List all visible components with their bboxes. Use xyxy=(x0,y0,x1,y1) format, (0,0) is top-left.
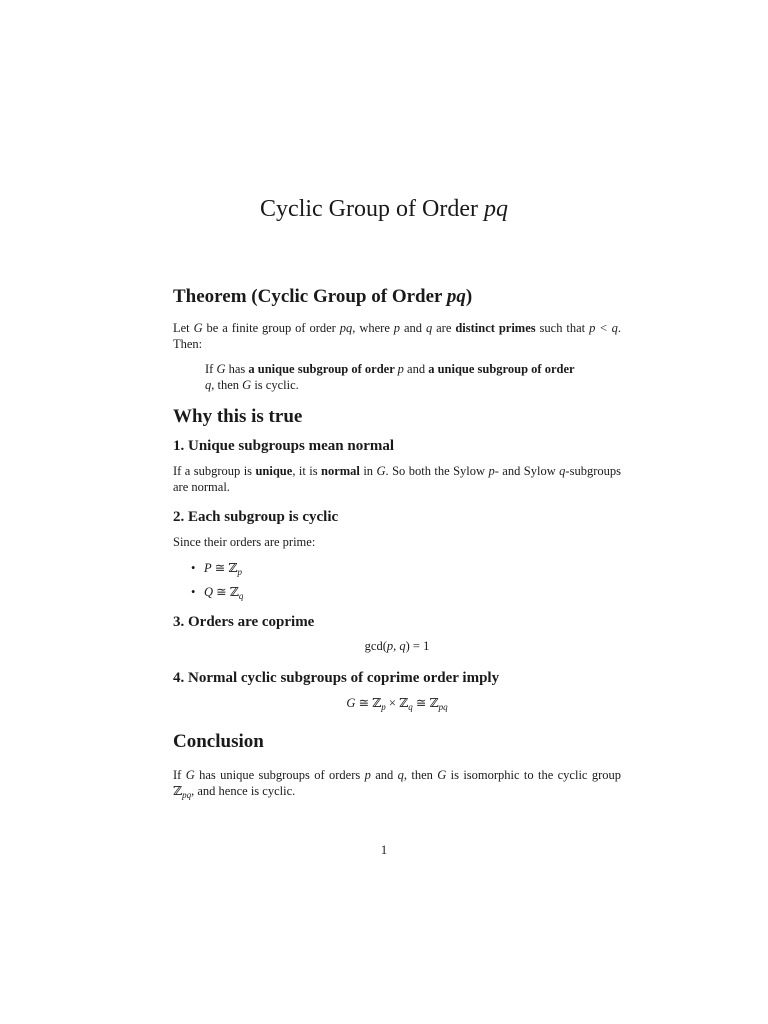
conclusion-fragment: has unique subgroups of orders xyxy=(194,768,365,782)
bullet-icon: • xyxy=(191,561,196,575)
bullet-rel: ≅ xyxy=(211,561,229,575)
theorem-heading-text: Theorem (Cyclic Group of Order xyxy=(173,286,447,307)
bullet-rhs: ℤ xyxy=(228,561,238,575)
bullet-sub: p xyxy=(237,567,242,577)
theorem-intro xyxy=(173,320,621,352)
step1-fragment: , it is xyxy=(292,464,322,478)
bullet-rel: ≅ xyxy=(213,585,230,599)
intro-var-q: q xyxy=(425,321,433,335)
conclusion-var-g: G xyxy=(185,768,195,782)
step4-equation xyxy=(173,695,621,711)
intro-var-p: p xyxy=(393,321,401,335)
quote-text: If xyxy=(205,362,217,376)
conclusion-fragment: , then xyxy=(403,768,438,782)
conclusion-fragment: is isomorphic to the cyclic group ℤ xyxy=(173,768,621,798)
step3-section xyxy=(173,614,621,654)
eq-tail: ) = 1 xyxy=(405,639,430,653)
theorem-heading-var: pq xyxy=(446,286,466,307)
quote-text: , then xyxy=(211,378,243,392)
eq-part: ≅ ℤ xyxy=(355,696,382,710)
conclusion-var-p: p xyxy=(364,768,371,782)
eq-fn: gcd( xyxy=(364,639,387,653)
step2-bullet-list xyxy=(173,560,621,608)
intro-text: Let xyxy=(173,321,194,335)
bullet-lhs: P xyxy=(204,561,212,575)
theorem-heading-close: ) xyxy=(465,286,473,307)
bullet-rhs: ℤ xyxy=(229,585,239,599)
eq-sub: q xyxy=(408,702,413,712)
why-section xyxy=(173,406,621,428)
step1-section xyxy=(173,438,621,495)
step2-heading: 2. Each subgroup is cyclic xyxy=(173,509,339,525)
conclusion-sub: pq xyxy=(182,790,192,800)
step1-var-p: p xyxy=(488,464,495,478)
quote-text: and xyxy=(403,362,429,376)
conclusion-var-q: q xyxy=(397,768,404,782)
theorem-quote xyxy=(173,361,585,393)
conclusion-fragment: , and hence is cyclic. xyxy=(191,784,296,798)
quote-var-p: p xyxy=(397,362,404,376)
eq-part: × ℤ xyxy=(385,696,409,710)
quote-text: has xyxy=(225,362,249,376)
bullet-sub: q xyxy=(238,591,244,601)
intro-text: such that xyxy=(535,321,590,335)
step1-bold: unique xyxy=(255,464,293,478)
bullet-icon: • xyxy=(191,585,196,599)
step1-bold: normal xyxy=(321,464,360,478)
step1-var-g: G xyxy=(376,464,386,478)
conclusion-section xyxy=(173,731,621,799)
step1-fragment: -subgroups are normal. xyxy=(173,464,621,494)
step1-fragment: If a subgroup is xyxy=(173,464,256,478)
eq-part: ≅ ℤ xyxy=(412,696,439,710)
step3-heading: 3. Orders are coprime xyxy=(173,614,315,630)
conclusion-heading: Conclusion xyxy=(173,731,264,752)
title-text: Cyclic Group of Order xyxy=(260,196,484,222)
theorem-heading xyxy=(173,286,621,308)
page-number: 1 xyxy=(380,843,388,857)
step1-var-q: q xyxy=(559,464,566,478)
step1-text xyxy=(173,463,621,495)
intro-text: and xyxy=(400,321,426,335)
quote-bold: a unique subgroup of order xyxy=(248,362,398,376)
quote-text: is cyclic. xyxy=(251,378,299,392)
step1-heading: 1. Unique subgroups mean normal xyxy=(173,438,395,454)
eq-var-g: G xyxy=(346,696,356,710)
intro-bold: distinct primes xyxy=(455,321,536,335)
intro-var-pq: pq xyxy=(339,321,353,335)
quote-var-g: G xyxy=(242,378,252,392)
quote-var-q: q xyxy=(205,378,212,392)
theorem-section xyxy=(173,286,621,393)
list-item xyxy=(173,584,621,608)
quote-bold: a unique subgroup of order xyxy=(428,362,575,376)
bullet-lhs: Q xyxy=(204,585,214,599)
intro-text: be a finite group of order xyxy=(202,321,340,335)
conclusion-fragment: If xyxy=(173,768,186,782)
step4-heading: 4. Normal cyclic subgroups of coprime order imply xyxy=(173,670,500,686)
eq-args: p, q xyxy=(386,639,406,653)
step4-section xyxy=(173,670,621,711)
page-title xyxy=(0,196,768,223)
quote-var-g: G xyxy=(216,362,226,376)
title-variable: pq xyxy=(483,196,508,222)
eq-sub: pq xyxy=(438,702,448,712)
intro-text: . Then: xyxy=(173,321,621,351)
conclusion-var-g: G xyxy=(437,768,447,782)
intro-text: are xyxy=(432,321,456,335)
step1-fragment: - and Sylow xyxy=(494,464,560,478)
eq-sub: p xyxy=(381,702,386,712)
conclusion-fragment: and xyxy=(370,768,398,782)
step1-fragment: in xyxy=(359,464,377,478)
intro-inequality: p < q xyxy=(589,321,618,335)
step2-text: Since their orders are prime: xyxy=(173,535,316,549)
step2-section xyxy=(173,509,621,608)
list-item xyxy=(173,560,621,584)
step3-equation xyxy=(173,639,621,654)
conclusion-text xyxy=(173,767,621,799)
why-heading: Why this is true xyxy=(173,406,303,427)
intro-var-g: G xyxy=(193,321,203,335)
intro-text: , where xyxy=(352,321,394,335)
step1-fragment: . So both the Sylow xyxy=(385,464,489,478)
